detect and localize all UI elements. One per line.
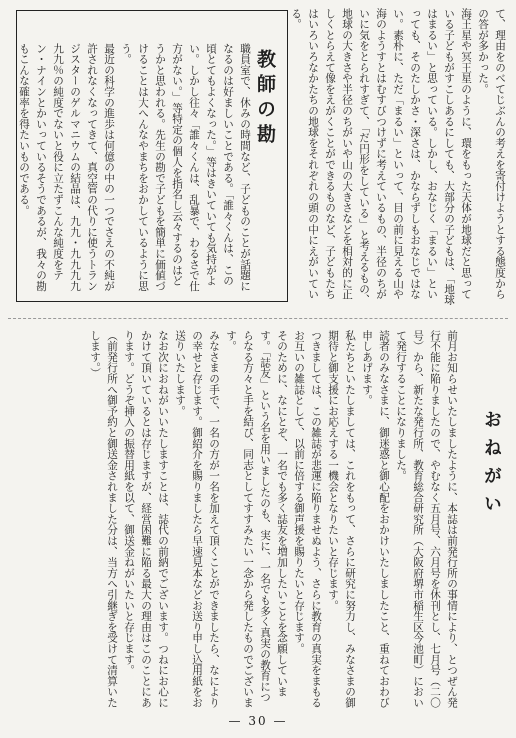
notice-body-text: 前月お知らせいたしましたように、本誌は前発行所の事情により、とつぜん発行不能に陥りましたので、やむなく五月号、六月号を休刊とし、七月号（二〇号）から、新たな発行所、教育総合研究所（大阪府堺市稲生区今池町）において発行することになりました。 読者のみなさまに、御迷惑と御心配をおかけいたしましたこと、重ねておわび申しあげます。 私たちといたしましては、これをもって、さらに研究に努力し、みなさまの御期待と御支援にお応えする一機会となりたいと存じます。 つきましては、この雑誌が悲運に陥りませぬよう、さらに教育の真実をまもるお互いの雑誌として、以前に倍する御声援を賜りたいと存じます。 そのために、なにとぞ、一名でも多く誌友を増加したいことを念願しています。「誌友」という名を用いましたのも、実に、一名でも多く真実の教育につらなる方々と手を結び、同志としてすすみたい一念から発したものでございます。 みなさまの手で、一名の方が一名を加えて頂くことができましたら、なによりの幸せと存じます。御紹介を賜りましたら早速見本などお送り申し込用紙をお送りいたします。 なお次におねがいいたしますことは、誌代の前納でございます。つねにお心にかけて頂いているとは存じますが、経営困難に陥る最大の理由はこのことにあります。どうぞ挿入の振替用紙を以て、御送金ねがいたいと存じます。 （前発行所へ御予約と御送金されました分は、当方へ引継ぎを受けて清算いたします。） xyxy=(89,330,458,708)
page-number: — 30 — xyxy=(228,714,288,728)
notice-title: おねがい xyxy=(481,410,502,522)
article-continuation-text: て、理由をのべてじぶんの考えを寄付けようとする態度からの答が多かった。 海王星や冥王星のように、環をもった天体が地球だと思っている子どもがすこしあるにしても、大部分の子どもは、「地球はまるい」と思っている。しかし、おなじく「まるい」といっても、そのたしかさ・深さは、かならずしもおなじではない。素朴に、ただ「まるい」といって、目の前に見える山や海のようすとはむすびつけずに考えているもの、半径のちがいに気をとられすぎて、「だ円形をしている」と考えるもの、地球の大きさや半径のちがいや山の大きさなどを相対的に正しくとらえて像をえがくことができるものなど、子どもたちはいろいろなかたちの地球をそれぞれの頭の中にえがいている。 xyxy=(290,8,506,306)
column-body-text: 職員室で、休みの時間など、子どものことが話題になるのは好ましいことである。「誰々くんは、この頃とてもよくなった。」等はきいていても気持がよい。しかし往々「誰々くんは、乱暴で、わるさで仕方がない。」等特定の個人を指名し云々するのはどうかと思われる。先生の勘で子どもを簡単に価値づけることは大へんなやまちをおかしているように思う。 最近の科学の進歩は何億の中の一つでさえの不純が許されなくなってきて、真空管の代りに使うトランジスターのゲルマニウムの結晶は、九九・九九九九九九％の純度でないと役に立たずこんな純度をテン・ナインとかいっているそうであるが、我々の勘もこんな確率を得たいものである。 xyxy=(18,43,251,292)
column-title: 教師の勘 xyxy=(254,49,276,149)
section-divider xyxy=(8,318,508,319)
column-box xyxy=(16,10,288,302)
